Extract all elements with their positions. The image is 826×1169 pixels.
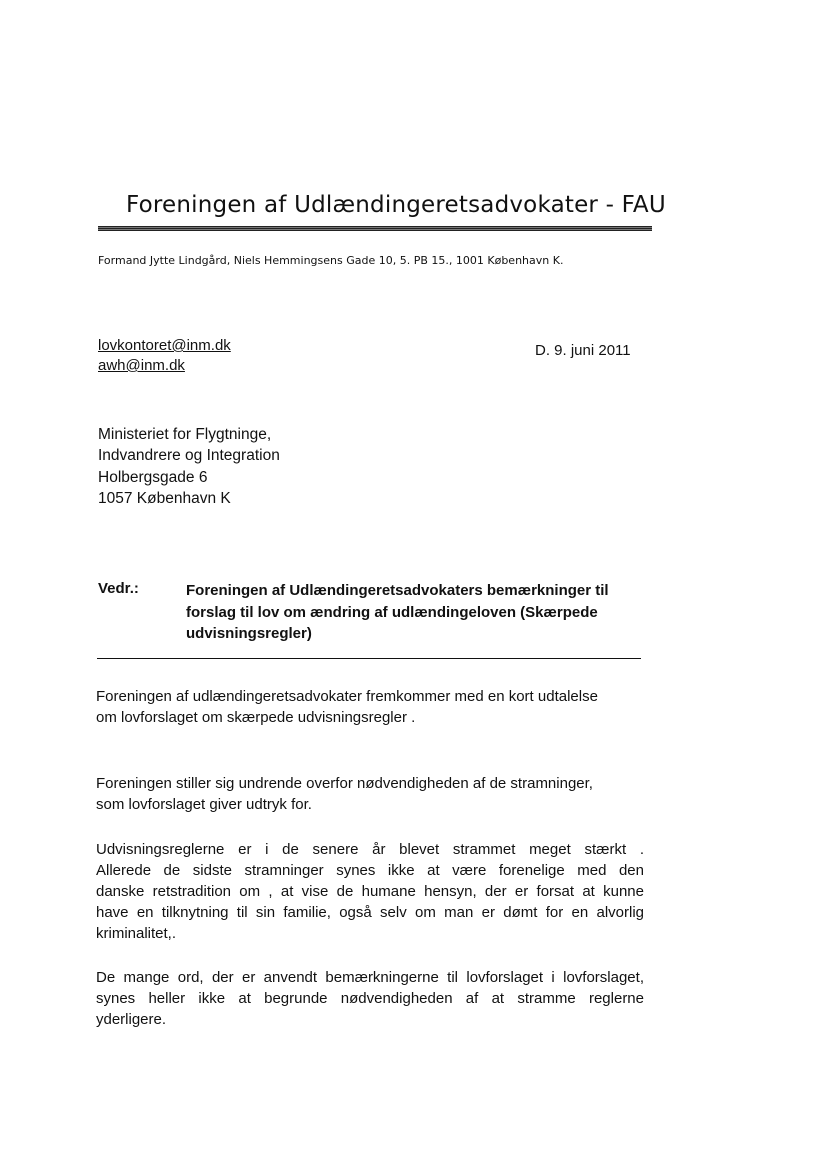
email-link-lovkontoret[interactable]: lovkontoret@inm.dk [98,337,231,354]
paragraph-line: Foreningen stiller sig undrende overfor nødvendigheden af de stramninger, [96,775,593,792]
email-link-awh[interactable]: awh@inm.dk [98,357,185,374]
subject-line: udvisningsregler) [186,625,312,642]
body-paragraph-4 [96,967,644,1030]
body-paragraph-3 [96,839,644,944]
letter-date: D. 9. juni 2011 [535,342,631,359]
sender-address: Formand Jytte Lindgård, Niels Hemmingsens Gade 10, 5. PB 15., 1001 København K. [98,254,564,267]
paragraph-line: yderligere. [96,1011,167,1028]
organization-title: Foreningen af Udlændingeretsadvokater - FAU [126,192,666,218]
paragraph-line: Allerede de sidste stramninger synes ikke at være forenelige med den [96,862,644,879]
paragraph-line: danske retstradition om , at vise de humane hensyn, der er forsat at kunne [96,883,644,900]
subject-label: Vedr.: [98,580,139,597]
paragraph-line: Udvisningsreglerne er i de senere år blevet strammet meget stærkt . [96,841,644,858]
paragraph-line: Foreningen af udlændingeretsadvokater fremkommer med en kort udtalelse [96,688,598,705]
subject-line: Foreningen af Udlændingeretsadvokaters bemærkninger til [186,582,609,599]
body-paragraph-2 [96,773,644,815]
paragraph-line: De mange ord, der er anvendt bemærkningerne til lovforslaget i lovforslaget, [96,969,644,986]
body-paragraph-1 [96,686,644,728]
subject-divider [97,658,641,659]
paragraph-line: synes heller ikke at begrunde nødvendigheden af at stramme reglerne [96,990,644,1007]
paragraph-line: om lovforslaget om skærpede udvisningsregler . [96,709,416,726]
recipient-line: Holbergsgade 6 [98,468,208,486]
subject-text [186,580,656,645]
recipient-line: Ministeriet for Flygtninge, [98,426,272,443]
subject-line: forslag til lov om ændring af udlændingeloven (Skærpede [186,603,598,621]
recipient-address [98,424,280,509]
paragraph-line: have en tilknytning til sin familie, også selv om man er dømt for en alvorlig [96,904,644,921]
recipient-line: 1057 København K [98,489,231,507]
paragraph-line: kriminalitet,. [96,925,177,942]
paragraph-line: som lovforslaget giver udtryk for. [96,796,312,813]
title-divider [98,226,652,231]
recipient-line: Indvandrere og Integration [98,447,280,465]
